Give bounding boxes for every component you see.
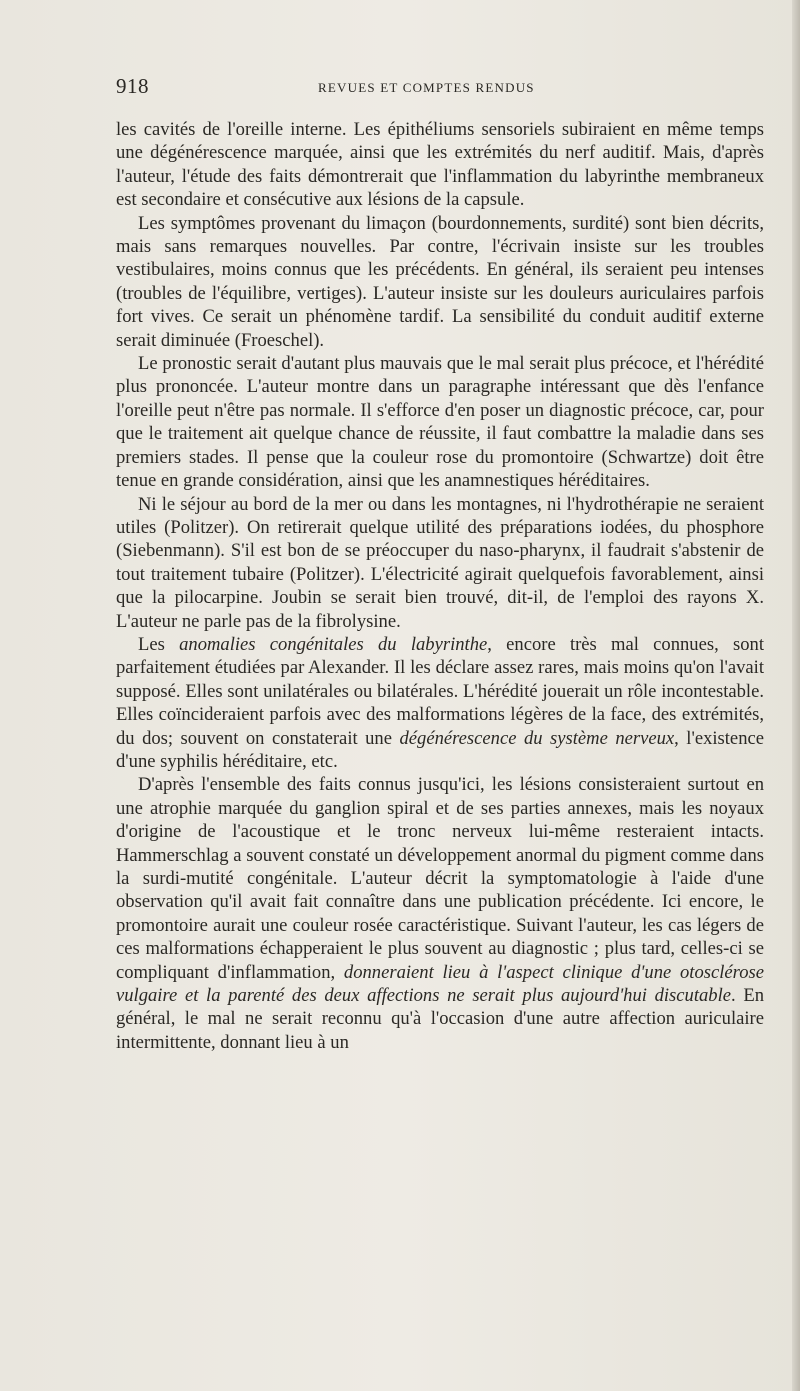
italic-term: dégénérescence du système nerveux [399, 727, 675, 749]
running-head: REVUES ET COMPTES RENDUS [318, 80, 535, 95]
paragraph-6 [116, 773, 764, 1054]
paragraph-5-text: Les [138, 633, 180, 655]
italic-term: anomalies congénitales du labyrinthe [179, 633, 488, 655]
article-body [116, 118, 764, 1054]
paragraph-4: Ni le séjour au bord de la mer ou dans les montagnes, ni l'hydrothérapie ne seraient utiles (Politzer). On retirerait quelque utilité des préparations iodées, du phosphore (Siebenmann). S'il est bon de se préoccuper du naso-pharynx, il faudrait s'abstenir de tout traitement tubaire (Politzer). L'électricité agirait quelquefois favorablement, ainsi que la pilocarpine. Joubin se serait bien trouvé, dit-il, de l'emploi des rayons X. L'auteur ne parle pas de la fibrolysine. [116, 493, 764, 632]
italic-phrase: donneraient lieu à l'aspect clinique d'une otosclérose vulgaire et la parenté des deux affections ne serait plus aujourd'hui discutable [116, 961, 764, 1007]
paragraph-5-text: , encore très mal connues, sont parfaitement étudiées par Alexander. Il les déclare assez rares, mais moins qu'on l'avait supposé. Elles sont unilatérales ou bilatérales. L'hérédité jouerait un rôle incontestable. Elles coïncideraient parfois avec des malformations légères de la face, des extrémités, du dos; souvent on constaterait une [116, 633, 764, 749]
page-header [116, 74, 666, 102]
paragraph-3: Le pronostic serait d'autant plus mauvais que le mal serait plus précoce, et l'hérédité plus prononcée. L'auteur montre dans un paragraphe intéressant que dès l'enfance l'oreille peut n'être pas normale. Il s'efforce d'en poser un diagnostic précoce, car, pour que le traitement ait quelque chance de réussite, il faut combattre la maladie dans ses premiers stades. Il pense que la couleur rose du promontoire (Schwartze) doit être tenue en grande considération, ainsi que les anamnestiques héréditaires. [116, 353, 764, 492]
paragraph-5-text: , l'existence d'une syphilis héréditaire, etc. [116, 727, 764, 772]
paragraph-6-text: D'après l'ensemble des faits connus jusqu'ici, les lésions consisteraient surtout en une atrophie marquée du ganglion spiral et de ses parties annexes, mais les noyaux d'origine de l'acoustique et le tronc nerveux lui-même resteraient intacts. Hammerschlag a souvent constaté un développement anormal du pigment comme dans la surdi-mutité congénitale. L'auteur décrit la symptomatologie à l'aide d'une observation qu'il avait fait connaître dans une publication précédente. Ici encore, le promontoire aurait une couleur rosée caractéristique. Suivant l'auteur, les cas légers de ces malformations échapperaient le plus souvent au diagnostic ; plus tard, celles-ci se compliquant d'inflammation, [116, 774, 764, 983]
page-edge-shadow [792, 0, 800, 1391]
paragraph-1: les cavités de l'oreille interne. Les épithéliums sensoriels subiraient en même temps une dégénérescence marquée, ainsi que les extrémités du nerf auditif. Mais, d'après l'auteur, l'étude des faits démontrerait que l'inflammation du labyrinthe membraneux est secondaire et consécutive aux lésions de la capsule. [116, 119, 764, 211]
paragraph-2: Les symptômes provenant du limaçon (bourdonnements, surdité) sont bien décrits, mais sans remarques nouvelles. Par contre, l'écrivain insiste sur les troubles vestibulaires, moins connus que les précédents. En général, ils seraient peu intenses (troubles de l'équilibre, vertiges). L'auteur insiste sur les douleurs auriculaires parfois fort vives. Ce serait un phénomène tardif. La sensibilité du conduit auditif externe serait diminuée (Froeschel). [116, 212, 764, 351]
paragraph-6-text: . En général, le mal ne serait reconnu qu'à l'occasion d'une autre affection auriculaire intermittente, donnant lieu à un [116, 985, 764, 1053]
page-number: 918 [116, 74, 149, 98]
paragraph-5 [116, 633, 764, 773]
